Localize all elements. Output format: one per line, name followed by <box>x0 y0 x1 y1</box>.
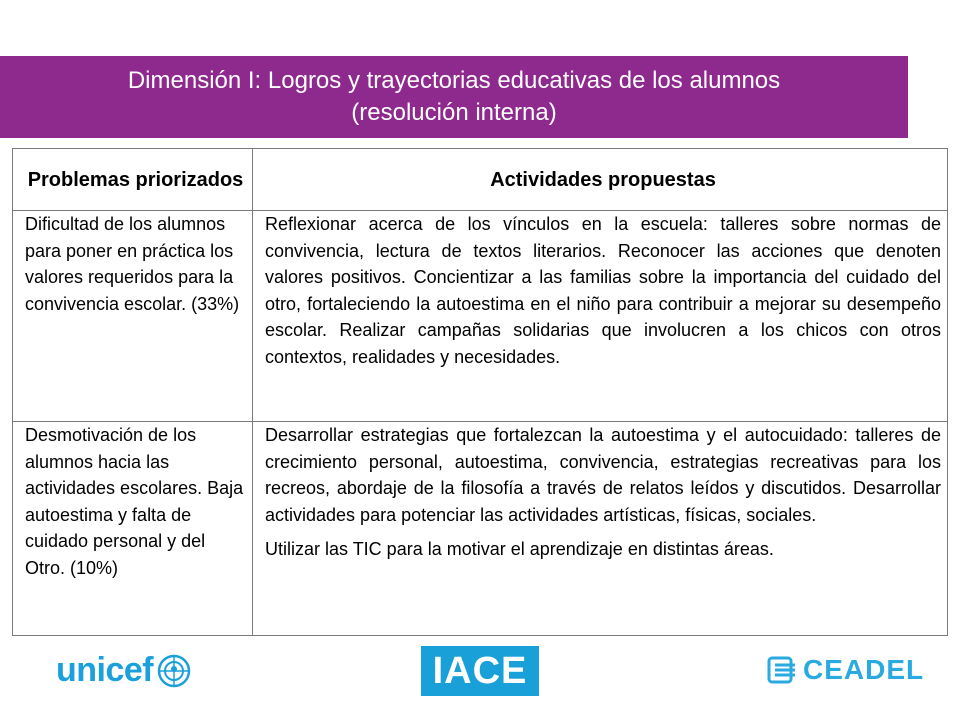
problem-cell: Desmotivación de los alumnos hacia las actividades escolares. Baja autoestima y falta de cuidado personal y del Otro. (10%) <box>13 422 253 636</box>
problem-cell: Dificultad de los alumnos para poner en práctica los valores requeridos para la convivencia escolar. (33%) <box>13 211 253 422</box>
activity-paragraph: Reflexionar acerca de los vínculos en la escuela: talleres sobre normas de convivencia, lectura de textos literarios. Reconocer las acciones que denoten valores positivos. Concientizar a las familias sobre la importancia del cuidado del otro, fortaleciendo la autoestima en el niño para contribuir a mejorar su desempeño escolar. Realizar campañas solidarias que involucren a los chicos con otros contextos, realidades y necesidades. <box>265 214 941 367</box>
page-title-line-1: Dimensión I: Logros y trayectorias educativas de los alumnos <box>127 67 781 94</box>
problems-activities-table <box>12 148 948 636</box>
page-title-line-2: (resolución interna) <box>351 99 557 126</box>
iace-logo: IACE <box>421 646 539 696</box>
activity-paragraph: Desarrollar estrategias que fortalezcan la autoestima y el autocuidado: talleres de crecimiento personal, autoestima, convivencia, estrategias recreativas para los recreos, abordaje de la filosofía a través de relatos leídos y discutidos. Desarrollar actividades para potenciar las actividades artísticas, físicas, sociales. <box>265 425 941 525</box>
ceadel-logo-text: CEADEL <box>803 654 925 685</box>
table-row <box>13 211 948 422</box>
unicef-logo <box>56 651 191 690</box>
column-header-activities: Actividades propuestas <box>253 149 948 211</box>
column-header-problems: Problemas priorizados <box>13 149 253 211</box>
table-header-row <box>13 149 948 211</box>
unicef-logo-text: unicef <box>56 651 154 689</box>
table-row <box>13 422 948 636</box>
activities-cell <box>253 211 948 422</box>
activity-paragraph: Utilizar las TIC para la motivar el aprendizaje en distintas áreas. <box>265 539 774 559</box>
footer-logos <box>0 640 960 720</box>
header-banner <box>0 56 908 138</box>
activities-cell <box>253 422 948 636</box>
unicef-globe-icon <box>157 654 191 688</box>
ceadel-logo <box>767 654 924 686</box>
ceadel-mark-icon <box>767 656 797 684</box>
